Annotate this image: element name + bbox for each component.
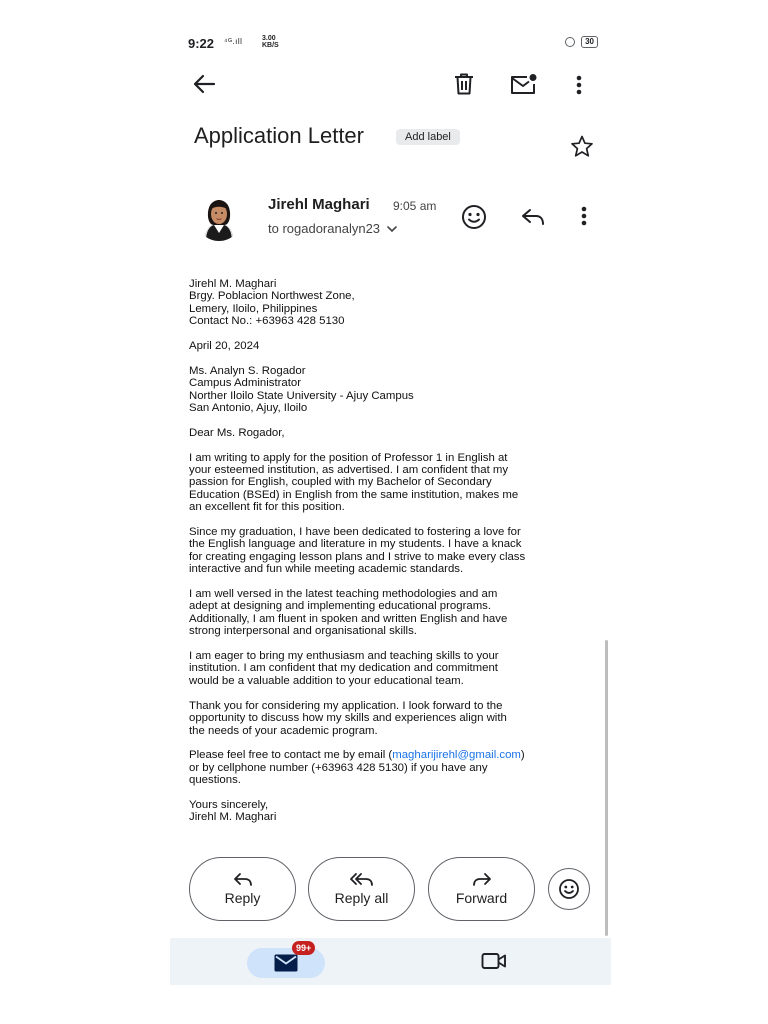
bottom-navigation (170, 938, 611, 985)
emoji-icon (558, 878, 580, 900)
star-button[interactable] (569, 133, 595, 159)
emoji-icon (461, 204, 487, 230)
mark-unread-button[interactable] (509, 71, 539, 97)
status-right (565, 36, 598, 48)
body-line: opportunity to discuss how my skills and experiences align with (189, 712, 507, 725)
star-outline-icon (570, 135, 594, 158)
signature-line: Jirehl M. Maghari (189, 811, 277, 824)
body-line: Brgy. Poblacion Northwest Zone, (189, 290, 355, 303)
reply-button[interactable] (189, 857, 296, 921)
reply-icon (233, 872, 253, 887)
scrollbar[interactable] (605, 640, 608, 936)
paragraph (189, 700, 599, 737)
video-camera-icon (481, 952, 507, 970)
paragraph (189, 650, 599, 687)
body-line: Contact No.: +63963 428 5130 (189, 315, 345, 328)
body-line (189, 749, 599, 761)
body-line: San Antonio, Ajuy, Iloilo (189, 402, 308, 415)
more-vert-icon (581, 206, 587, 226)
body-line: your esteemed institution, as advertised. I am confident that my (189, 464, 509, 477)
body-line: would be a valuable addition to your educational team. (189, 674, 464, 687)
closing-line: Yours sincerely, (189, 798, 269, 811)
mail-badge: 99+ (292, 941, 315, 955)
more-options-button[interactable] (569, 72, 589, 98)
body-line: I am writing to apply for the position of Professor 1 in English at (189, 451, 508, 464)
body-line: for creating engaging lesson plans and I strive to make every class (189, 550, 526, 563)
reply-all-label: Reply all (334, 890, 389, 906)
email-time: 9:05 am (393, 199, 437, 213)
emoji-reaction-button[interactable] (548, 868, 590, 910)
body-line: questions. (189, 774, 241, 787)
body-line: I am well versed in the latest teaching methodologies and am (189, 588, 498, 601)
body-line: Jirehl M. Maghari (189, 278, 277, 290)
mail-icon (274, 954, 298, 972)
paragraph (189, 452, 599, 514)
body-line: April 20, 2024 (189, 340, 260, 353)
body-line: Lemery, Iloilo, Philippines (189, 302, 318, 315)
body-line: Campus Administrator (189, 377, 302, 390)
body-line: Ms. Analyn S. Rogador (189, 364, 306, 377)
add-reaction-button[interactable] (459, 202, 489, 232)
sender-name[interactable]: Jirehl Maghari (268, 196, 370, 213)
body-line: adept at designing and implementing educational programs. (189, 600, 492, 613)
trash-icon (454, 73, 474, 95)
back-button[interactable] (190, 72, 218, 96)
sender-address-block (189, 278, 599, 328)
contact-text: Please feel free to contact me by email ( (189, 749, 393, 762)
email-body (189, 278, 599, 836)
sender-avatar[interactable] (196, 195, 242, 241)
body-line: Thank you for considering my application. I look forward to the (189, 699, 503, 712)
battery-indicator: 30 (581, 36, 598, 48)
recipient-toggle[interactable] (268, 221, 398, 236)
avatar-portrait (196, 195, 242, 241)
email-subject: Application Letter (194, 123, 364, 148)
network-speed-value: 3.00 (262, 35, 276, 42)
body-line: Education (BSEd) in English from the same institution, makes me (189, 488, 519, 501)
body-line: institution. I am confident that my dedication and commitment (189, 662, 498, 675)
forward-icon (472, 872, 492, 887)
privacy-icon (565, 37, 575, 47)
delete-button[interactable] (452, 71, 476, 97)
more-vert-icon (576, 75, 582, 95)
nav-meet-tab[interactable] (481, 952, 507, 975)
mail-unread-icon (510, 73, 538, 95)
body-line: Norther Iloilo State University - Ajuy Campus (189, 389, 414, 402)
body-line: the English language and literature in my students. I have a knack (189, 538, 522, 551)
body-line: Additionally, I am fluent in spoken and written English and have (189, 612, 508, 625)
body-line: interactive and fun while meeting academic standards. (189, 563, 464, 576)
body-line: I am eager to bring my enthusiasm and teaching skills to your (189, 650, 499, 663)
reply-icon-button[interactable] (519, 203, 547, 231)
add-label-button[interactable]: Add label (396, 129, 460, 145)
body-line: or by cellphone number (+63963 428 5130) if you have any (189, 761, 488, 774)
body-line: the needs of your academic program. (189, 724, 378, 737)
paragraph (189, 526, 599, 576)
network-indicator: ⁴ᴳ.ıll (224, 37, 243, 46)
status-bar (188, 36, 598, 52)
status-time: 9:22 (188, 36, 215, 51)
email-link[interactable]: magharijirehl@gmail.com (392, 749, 521, 762)
letter-date (189, 340, 599, 352)
recipient-address-block (189, 365, 599, 415)
contact-paragraph (189, 749, 599, 786)
arrow-left-icon (192, 73, 216, 95)
recipient-text: to rogadoranalyn23 (268, 221, 381, 236)
body-line: passion for English, coupled with my Bachelor of Secondary (189, 476, 492, 489)
reply-all-icon (350, 872, 374, 887)
reply-label: Reply (224, 890, 261, 906)
phone-screen (170, 22, 611, 985)
reply-icon (521, 208, 545, 226)
paragraph (189, 588, 599, 638)
salutation (189, 427, 599, 439)
reply-all-button[interactable] (308, 857, 415, 921)
contact-text: ) (520, 749, 525, 762)
body-line: an excellent fit for this position. (189, 501, 345, 514)
network-speed-unit: KB/S (262, 42, 279, 49)
forward-label: Forward (455, 890, 508, 906)
closing-block (189, 799, 599, 824)
message-more-button[interactable] (574, 203, 594, 229)
body-line: strong interpersonal and organisational skills. (189, 625, 417, 638)
chevron-down-icon (386, 225, 398, 233)
forward-button[interactable] (428, 857, 535, 921)
body-line: Since my graduation, I have been dedicated to fostering a love for (189, 526, 521, 539)
body-line: Dear Ms. Rogador, (189, 426, 285, 439)
network-speed (262, 35, 279, 49)
